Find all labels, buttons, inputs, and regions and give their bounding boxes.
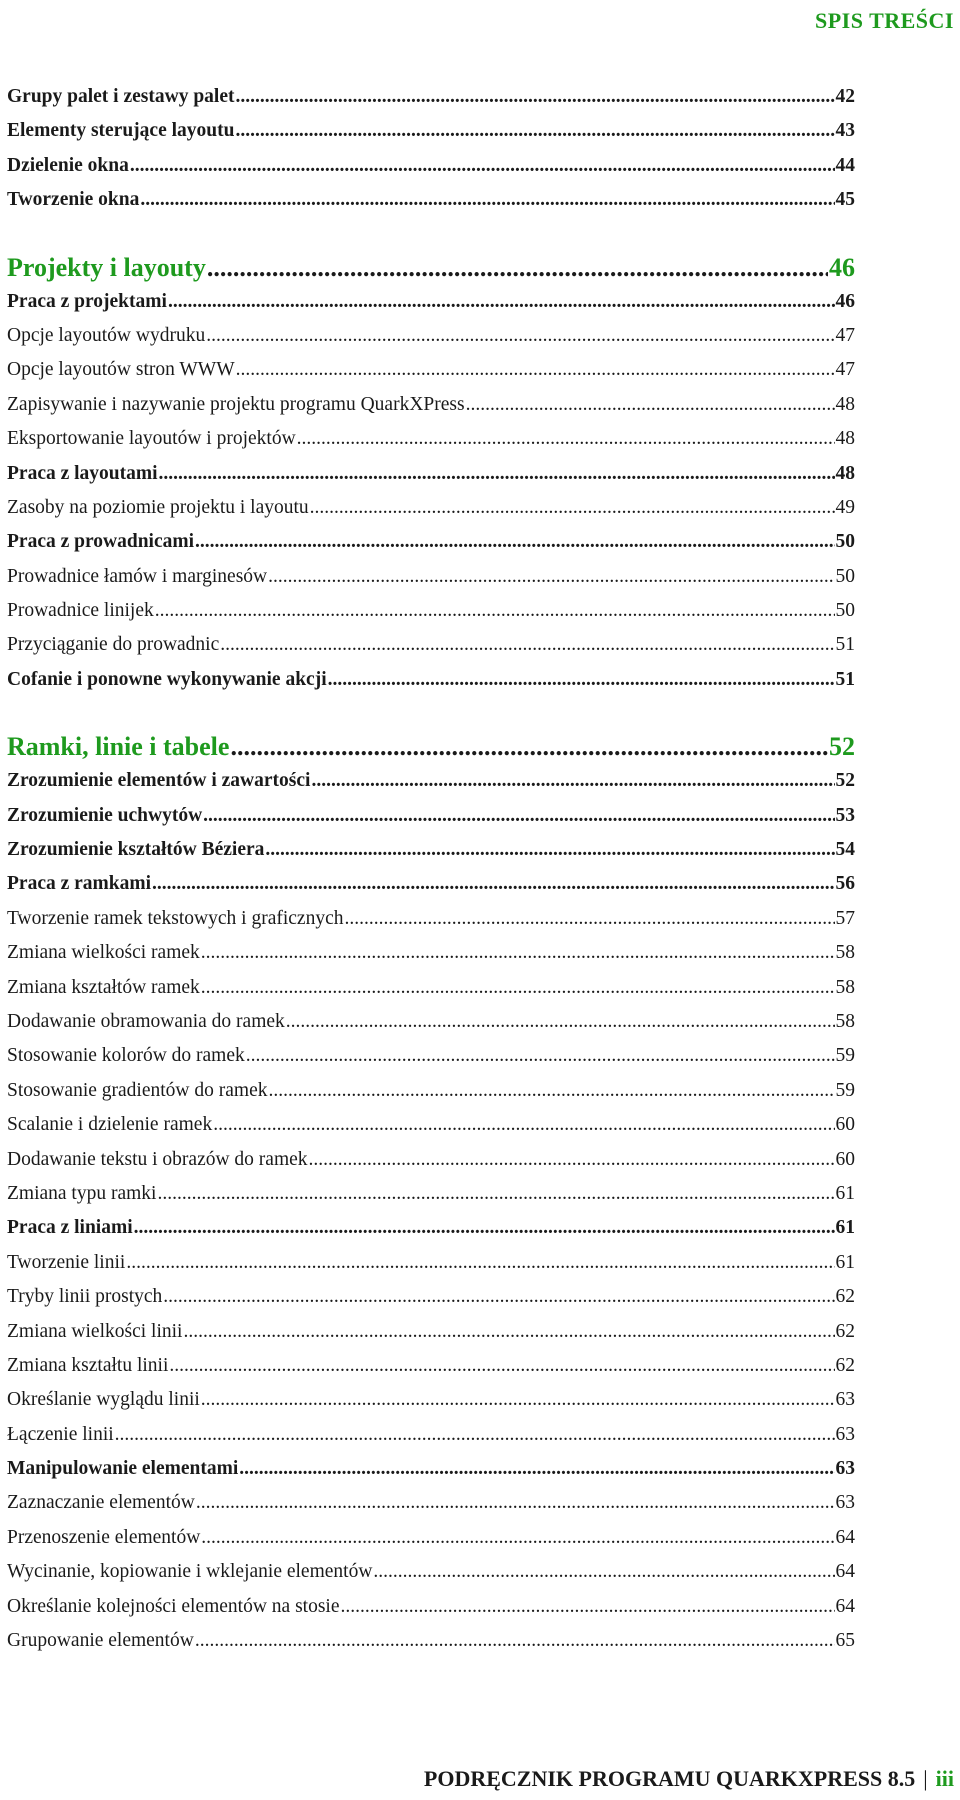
toc-entry-title: Przyciąganie do prowadnic [7,634,220,656]
toc-leader-dots [466,394,835,416]
toc-entry[interactable] [7,1011,855,1045]
toc-leader-dots [309,1149,835,1171]
toc-entry-title: Zrozumienie elementów i zawartości [7,770,311,792]
toc-entry-title: Manipulowanie elementami [7,1458,239,1480]
toc-entry-title: Ramki, linie i tabele [7,732,230,762]
toc-entry[interactable] [7,1149,855,1183]
toc-entry-page: 58 [835,1010,855,1032]
toc-leader-dots [115,1424,835,1446]
toc-entry-page: 63 [835,1389,855,1411]
toc-entry-title: Zaznaczanie elementów [7,1492,195,1514]
toc-entry-title: Grupowanie elementów [7,1630,194,1652]
toc-entry-title: Praca z prowadnicami [7,531,195,553]
toc-leader-dots [157,1183,834,1205]
toc-entry[interactable] [7,770,855,804]
toc-entry-page: 53 [835,804,855,826]
toc-entry[interactable] [7,908,855,942]
toc-entry-title: Stosowanie kolorów do ramek [7,1045,245,1067]
toc-entry-title: Zmiana wielkości ramek [7,942,200,964]
toc-leader-dots [203,805,834,827]
toc-entry-title: Projekty i layouty [7,252,206,282]
toc-entry[interactable] [7,1561,855,1595]
toc-entry-title: Dzielenie okna [7,154,129,176]
toc-entry-title: Dodawanie obramowania do ramek [7,1010,285,1032]
toc-entry-page: 47 [835,324,855,346]
toc-entry-page: 54 [835,839,855,861]
toc-entry[interactable] [7,1424,855,1458]
toc-entry-page: 64 [835,1526,855,1548]
toc-entry[interactable] [7,1596,855,1630]
toc-entry-page: 63 [835,1492,855,1514]
toc-leader-dots [220,634,834,656]
toc-entry-page: 60 [835,1148,855,1170]
toc-leader-dots [126,1252,834,1274]
toc-leader-dots [201,1389,835,1411]
toc-leader-dots [310,497,835,519]
table-of-contents [7,86,855,1664]
toc-entry[interactable] [7,1321,855,1355]
toc-entry[interactable] [7,1252,855,1286]
toc-entry-title: Cofanie i ponowne wykonywanie akcji [7,668,327,690]
toc-entry-page: 46 [835,290,855,312]
toc-leader-dots [268,1080,834,1102]
toc-entry-title: Wycinanie, kopiowanie i wklejanie elementów [7,1561,373,1583]
toc-entry-page: 50 [835,531,855,553]
toc-entry-page: 63 [835,1423,855,1445]
toc-entry-title: Określanie kolejności elementów na stosie [7,1595,340,1617]
toc-leader-dots [230,732,828,762]
toc-entry-title: Opcje layoutów stron WWW [7,359,235,381]
toc-entry[interactable] [7,1045,855,1079]
toc-entry[interactable] [7,1286,855,1320]
toc-leader-dots [297,428,835,450]
toc-entry[interactable] [7,394,855,428]
footer-page-number: iii [935,1766,954,1791]
toc-entry-title: Zapisywanie i nazywanie projektu programu QuarkXPress [7,393,465,415]
toc-entry[interactable] [7,839,855,873]
toc-entry-page: 58 [835,976,855,998]
toc-entry-page: 62 [835,1320,855,1342]
toc-entry-page: 61 [835,1182,855,1204]
toc-entry-title: Praca z layoutami [7,462,158,484]
toc-entry[interactable] [7,1355,855,1389]
toc-entry[interactable] [7,1527,855,1561]
toc-leader-dots [134,1217,835,1239]
toc-entry[interactable] [7,497,855,531]
toc-leader-dots [246,1045,835,1067]
toc-entry-title: Eksportowanie layoutów i projektów [7,428,296,450]
toc-entry[interactable] [7,1183,855,1217]
toc-section [7,732,855,1664]
toc-entry[interactable] [7,463,855,497]
toc-entry[interactable] [7,600,855,634]
toc-entry-page: 59 [835,1079,855,1101]
toc-entry[interactable] [7,428,855,462]
toc-leader-dots [207,253,828,283]
toc-leader-dots [130,155,835,177]
toc-entry-title: Zmiana kształtu linii [7,1354,169,1376]
toc-entry[interactable] [7,325,855,359]
toc-leader-dots [201,1527,834,1549]
toc-leader-dots [196,1492,835,1514]
toc-entry-page: 47 [835,359,855,381]
toc-entry-page: 51 [835,668,855,690]
toc-entry-page: 56 [835,873,855,895]
toc-leader-dots [311,770,834,792]
toc-entry-page: 52 [835,770,855,792]
toc-entry[interactable] [7,977,855,1011]
toc-leader-dots [328,669,835,691]
toc-leader-dots [341,1596,835,1618]
toc-leader-dots [373,1561,834,1583]
toc-entry-title: Przenoszenie elementów [7,1526,201,1548]
toc-entry[interactable] [7,1492,855,1526]
toc-section [7,253,855,704]
toc-entry[interactable] [7,359,855,393]
toc-entry-page: 59 [835,1045,855,1067]
toc-entry[interactable] [7,155,855,189]
toc-entry-title: Zrozumienie uchwytów [7,804,203,826]
toc-entry-title: Praca z projektami [7,290,167,312]
toc-entry-page: 42 [835,86,855,107]
toc-leader-dots [268,566,834,588]
toc-leader-dots [140,189,834,211]
toc-entry[interactable] [7,189,855,223]
toc-leader-dots [265,839,834,861]
toc-leader-dots [286,1011,835,1033]
toc-leader-dots [195,531,834,553]
toc-entry[interactable] [7,566,855,600]
toc-entry-title: Praca z ramkami [7,873,152,895]
toc-entry-page: 52 [829,732,855,762]
toc-leader-dots [206,325,834,347]
toc-entry-page: 43 [835,120,855,142]
toc-entry[interactable] [7,1389,855,1423]
toc-entry-title: Tryby linii prostych [7,1286,163,1308]
toc-entry-title: Zmiana typu ramki [7,1182,157,1204]
toc-leader-dots [201,977,835,999]
toc-entry-page: 51 [835,634,855,656]
toc-entry-page: 48 [835,462,855,484]
toc-leader-dots [345,908,835,930]
toc-entry[interactable] [7,120,855,154]
toc-leader-dots [152,873,834,895]
toc-entry[interactable] [7,291,855,325]
toc-entry[interactable] [7,873,855,907]
toc-entry-title: Prowadnice łamów i marginesów [7,565,268,587]
toc-entry-page: 46 [829,252,855,282]
toc-entry-title: Prowadnice linijek [7,600,154,622]
toc-entry[interactable] [7,1114,855,1148]
toc-entry[interactable] [7,805,855,839]
toc-entry-title: Tworzenie linii [7,1251,126,1273]
toc-leader-dots [155,600,835,622]
toc-entry-title: Zmiana wielkości linii [7,1320,183,1342]
toc-entry-page: 64 [835,1595,855,1617]
toc-entry-title: Określanie wyglądu linii [7,1389,200,1411]
footer-book-title: PODRĘCZNIK PROGRAMU QUARKXPRESS 8.5 [423,1766,916,1791]
toc-entry-page: 60 [835,1114,855,1136]
toc-entry-page: 62 [835,1354,855,1376]
toc-leader-dots [239,1458,834,1480]
toc-entry-title: Zrozumienie kształtów Béziera [7,839,265,861]
toc-leader-dots [235,86,834,108]
toc-leader-dots [168,291,835,313]
toc-entry-page: 45 [835,189,855,211]
toc-entry-page: 48 [835,428,855,450]
toc-entry[interactable] [7,634,855,668]
toc-entry-page: 49 [835,496,855,518]
toc-entry-title: Opcje layoutów wydruku [7,324,206,346]
toc-entry[interactable] [7,669,855,703]
toc-leader-dots [163,1286,834,1308]
toc-leader-dots [235,120,834,142]
toc-entry-title: Grupy palet i zestawy palet [7,86,235,107]
toc-entry-page: 63 [835,1458,855,1480]
toc-section [7,86,855,224]
toc-entry-title: Tworzenie okna [7,189,140,211]
toc-entry-page: 50 [835,600,855,622]
toc-entry-title: Zmiana kształtów ramek [7,976,200,998]
toc-entry[interactable] [7,1630,855,1664]
toc-entry-page: 61 [835,1217,855,1239]
toc-leader-dots [213,1114,834,1136]
toc-leader-dots [195,1630,835,1652]
toc-entry-title: Praca z liniami [7,1217,133,1239]
toc-leader-dots [159,463,835,485]
toc-entry[interactable] [7,1458,855,1492]
toc-leader-dots [169,1355,834,1377]
toc-leader-dots [183,1321,834,1343]
toc-entry-title: Tworzenie ramek tekstowych i graficznych [7,907,344,929]
toc-entry-title: Stosowanie gradientów do ramek [7,1079,268,1101]
toc-entry[interactable] [7,942,855,976]
toc-entry-page: 61 [835,1251,855,1273]
toc-entry[interactable] [7,1080,855,1114]
toc-entry-page: 48 [835,393,855,415]
toc-entry-title: Łączenie linii [7,1423,114,1445]
toc-chapter-entry[interactable] [7,253,855,291]
toc-entry-title: Dodawanie tekstu i obrazów do ramek [7,1148,308,1170]
toc-entry-title: Zasoby na poziomie projektu i layoutu [7,496,309,518]
toc-chapter-entry[interactable] [7,732,855,770]
toc-entry[interactable] [7,531,855,565]
page-header-title: SPIS TREŚCI [815,8,954,33]
toc-entry-page: 58 [835,942,855,964]
toc-entry-page: 65 [835,1630,855,1652]
toc-entry-page: 44 [835,154,855,176]
toc-entry-page: 62 [835,1286,855,1308]
toc-leader-dots [201,942,835,964]
toc-entry-page: 50 [835,565,855,587]
toc-entry-title: Scalanie i dzielenie ramek [7,1114,213,1136]
toc-leader-dots [236,359,835,381]
toc-entry-title: Elementy sterujące layoutu [7,120,235,142]
toc-entry-page: 64 [835,1561,855,1583]
toc-entry[interactable] [7,86,855,120]
footer-separator: | [923,1766,928,1791]
toc-entry-page: 57 [835,907,855,929]
toc-entry[interactable] [7,1217,855,1251]
page-footer [424,1766,954,1792]
